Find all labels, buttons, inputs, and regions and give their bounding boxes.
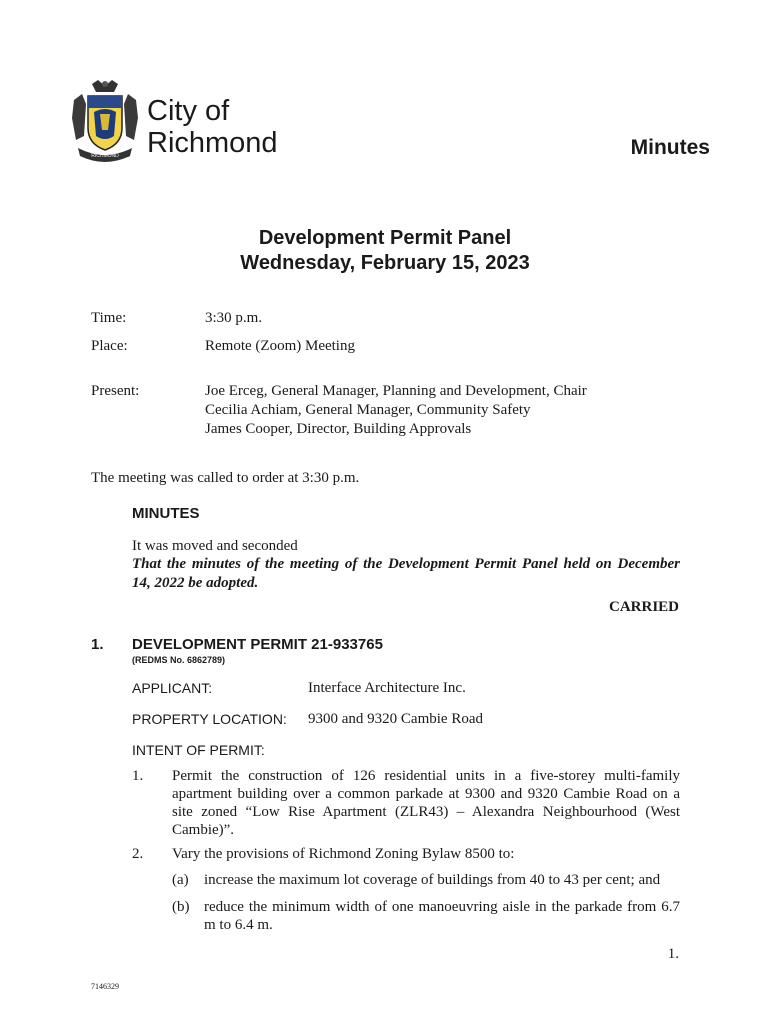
motion-text-line1: That the minutes of the meeting of the Development Permit Panel held on December	[132, 556, 680, 572]
svg-text:RICHMOND: RICHMOND	[91, 153, 119, 159]
carried-label: CARRIED	[608, 599, 679, 615]
intent-item-text: Permit the construction of 126 residential units in a five-storey multi-family	[172, 768, 680, 784]
call-to-order: The meeting was called to order at 3:30 p.m.	[91, 470, 360, 486]
city-crest-logo	[70, 78, 140, 164]
sub-item-text: reduce the minimum width of one manoeuvring aisle in the parkade from 6.7	[204, 899, 680, 915]
org-name-line1: City of	[147, 95, 230, 127]
meeting-date: Wednesday, February 15, 2023	[240, 252, 530, 274]
intent-item-number: 1.	[132, 768, 144, 784]
intent-item-text: Cambie)”.	[172, 822, 235, 838]
sub-item-label: (a)	[172, 872, 189, 888]
place-label: Place:	[91, 338, 128, 354]
location-label: PROPERTY LOCATION:	[132, 711, 287, 727]
intent-item-text: Vary the provisions of Richmond Zoning Bylaw 8500 to:	[172, 846, 515, 862]
present-label: Present:	[91, 383, 140, 399]
minutes-heading: MINUTES	[132, 505, 200, 522]
time-label: Time:	[91, 310, 127, 326]
moved-seconded: It was moved and seconded	[132, 538, 298, 554]
intent-label: INTENT OF PERMIT:	[132, 742, 265, 758]
present-member: Joe Erceg, General Manager, Planning and Development, Chair	[205, 383, 587, 399]
place-value: Remote (Zoom) Meeting	[205, 338, 355, 354]
page-number: 1.	[667, 946, 679, 962]
applicant-label: APPLICANT:	[132, 680, 213, 696]
document-type: Minutes	[630, 136, 710, 159]
applicant-value: Interface Architecture Inc.	[308, 680, 466, 696]
item-heading: DEVELOPMENT PERMIT 21-933765	[132, 636, 383, 653]
sub-item-text: increase the maximum lot coverage of buildings from 40 to 43 per cent; and	[204, 872, 661, 888]
present-member: Cecilia Achiam, General Manager, Community Safety	[205, 402, 531, 418]
intent-item-text: site zoned “Low Rise Apartment (ZLR43) – Alexandra Neighbourhood (West	[172, 804, 680, 820]
present-member: James Cooper, Director, Building Approvals	[205, 421, 472, 437]
panel-title: Development Permit Panel	[258, 227, 512, 249]
redms-reference: (REDMS No. 6862789)	[132, 655, 226, 665]
motion-text-line2: 14, 2022 be adopted.	[132, 575, 259, 591]
location-value: 9300 and 9320 Cambie Road	[308, 711, 483, 727]
item-number: 1.	[91, 636, 104, 653]
org-name-line2: Richmond	[147, 127, 278, 159]
intent-item-text: apartment building over a common parkade at 9300 and 9320 Cambie Road on a	[172, 786, 680, 802]
intent-item-number: 2.	[132, 846, 144, 862]
sub-item-text: m to 6.4 m.	[204, 917, 273, 933]
document-id: 7146329	[91, 982, 119, 991]
time-value: 3:30 p.m.	[205, 310, 263, 326]
sub-item-label: (b)	[172, 899, 190, 915]
